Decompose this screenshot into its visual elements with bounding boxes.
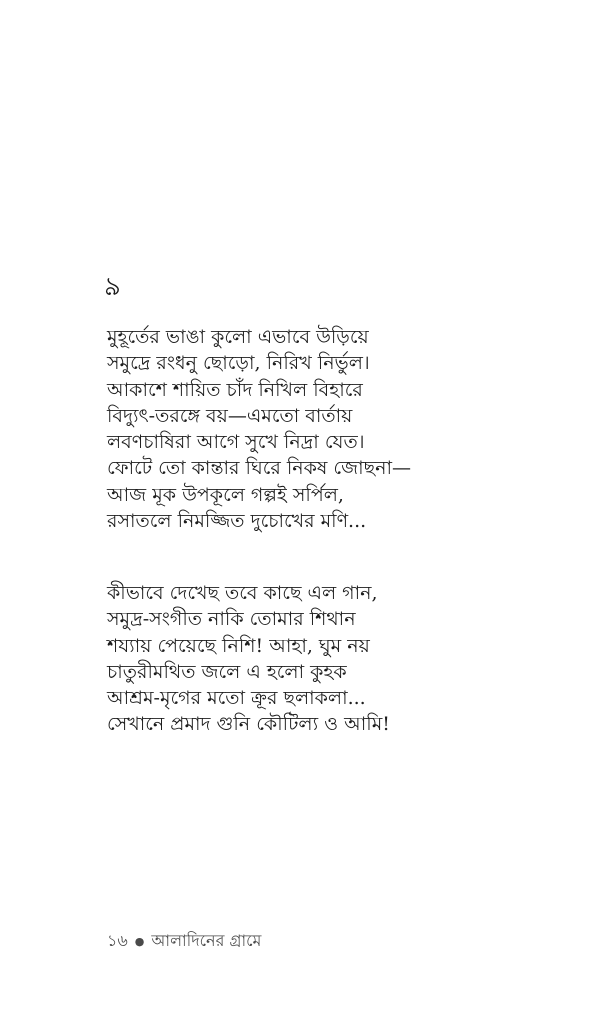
poem-line: ফোটে তো কান্তার ঘিরে নিকষ জোছনা— [107,457,412,480]
poem-line: আশ্রম-মৃগের মতো ক্রূর ছলাকলা... [107,687,366,710]
poem-line: সেখানে প্রমাদ গুনি কৌটিল্য ও আমি! [107,713,390,736]
bullet-separator: ● [134,935,145,948]
poem-line: বিদ্যুৎ-তরঙ্গে বয়—এমতো বার্তায় [107,404,353,427]
page-number: ১৬ [107,931,128,950]
poem-line: সমুদ্র-সংগীত নাকি তোমার শিথান [107,608,356,631]
poem-number: ৯ [104,272,121,302]
stanza-1 [107,324,411,534]
poem-line: চাতুরীমথিত জলে এ হলো কুহক [107,660,347,683]
poem-line: আকাশে শায়িত চাঁদ নিখিল বিহারে [107,378,363,401]
poem-line: শয্যায় পেয়েছে নিশি! আহা, ঘুম নয় [107,634,370,657]
poem-line: আজ মূক উপকূলে গল্পই সর্পিল, [107,483,344,506]
poem-line: মুহূর্তের ভাঙা কুলো এভাবে উড়িয়ে [107,326,369,348]
poem-line: কীভাবে দেখেছ তবে কাছে এল গান, [107,582,378,604]
book-title: আলাদিনের গ্রামে [151,931,262,950]
poem-line: সমুদ্রে রংধনু ছোড়ো, নিরিখ নির্ভুল। [107,352,370,375]
poem-line: লবণচাষিরা আগে সুখে নিদ্রা যেত। [107,431,365,454]
poem-line: রসাতলে নিমজ্জিত দুচোখের মণি... [107,510,367,533]
stanza-2 [107,580,390,738]
page-footer [107,930,261,953]
